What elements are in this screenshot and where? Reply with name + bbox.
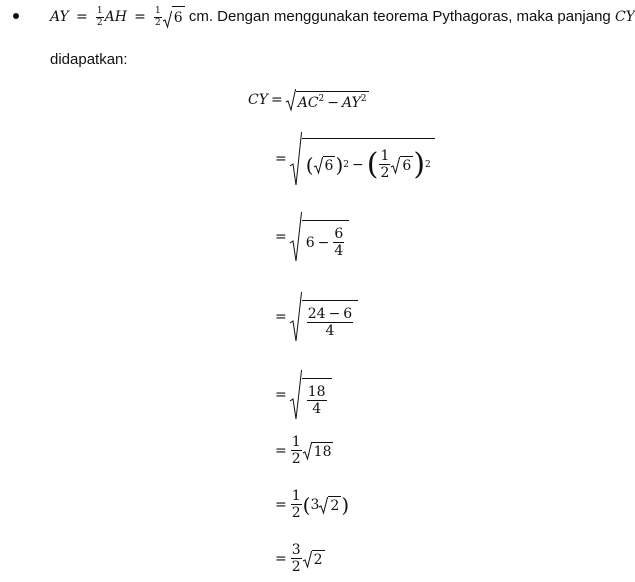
equation-step-4 xyxy=(272,292,358,342)
fraction-one-half: $\frac{1}{2}$ xyxy=(96,5,103,28)
math-equals: = xyxy=(275,151,287,167)
fraction-one-half: $\frac{1}{2}$ xyxy=(291,488,301,521)
math-ay: AY xyxy=(50,8,69,25)
math-equals: = xyxy=(275,550,287,567)
equation-step-2 xyxy=(272,132,435,186)
math-equals: = xyxy=(75,8,88,25)
math-equals: = xyxy=(275,442,287,459)
math-equals: = xyxy=(275,229,287,245)
equation-step-3 xyxy=(272,212,349,262)
sqrt-eighteen-quarters-expanded: $\frac{24 - 6}{4}$ xyxy=(290,292,358,342)
math-equals: = xyxy=(134,8,146,25)
math-cy: CY xyxy=(614,8,635,25)
sqrt-ac2-minus-ay2: $AC^2 - AY^2$ xyxy=(286,89,369,111)
math-equals: = xyxy=(275,309,287,325)
math-ah: AH xyxy=(104,8,127,25)
fraction-one-half: $\frac{1}{2}$ xyxy=(155,5,161,28)
equation-step-1 xyxy=(248,89,369,111)
sqrt-two: 2 xyxy=(319,496,341,514)
sqrt-two: 2 xyxy=(303,550,325,568)
fraction-one-half: $\frac{1}{2}$ xyxy=(291,434,301,467)
equation-step-6 xyxy=(272,435,333,466)
sqrt-eighteen-quarters: $\frac{18}{4}$ xyxy=(290,370,332,420)
bullet-point xyxy=(13,13,19,19)
fraction-three-halves: $\frac{3}{2}$ xyxy=(291,542,301,575)
sqrt-expression-2: ( 6 ) 2 − ( $\frac{1}{2}$ 6 ) 2 xyxy=(290,132,435,186)
sqrt-six: 6 xyxy=(163,6,185,28)
equation-step-8 xyxy=(272,543,325,574)
math-equals: = xyxy=(275,387,287,403)
equation-step-5 xyxy=(272,370,332,420)
equation-step-7: = $\frac{1}{2}$ ( 3 2 ) xyxy=(272,489,349,520)
intro-text: cm. Dengan menggunakan teorema Pythagoras, maka panjang xyxy=(184,7,615,25)
intro-line xyxy=(50,6,635,28)
math-equals: = xyxy=(270,92,283,108)
sqrt-eighteen: 18 xyxy=(303,442,334,460)
sqrt-six-minus-six-quarters: 6 − $\frac{6}{4}$ xyxy=(290,212,350,262)
math-cy: CY xyxy=(248,92,268,108)
math-equals: = xyxy=(275,496,287,513)
intro-line-continued: didapatkan: xyxy=(50,51,128,68)
